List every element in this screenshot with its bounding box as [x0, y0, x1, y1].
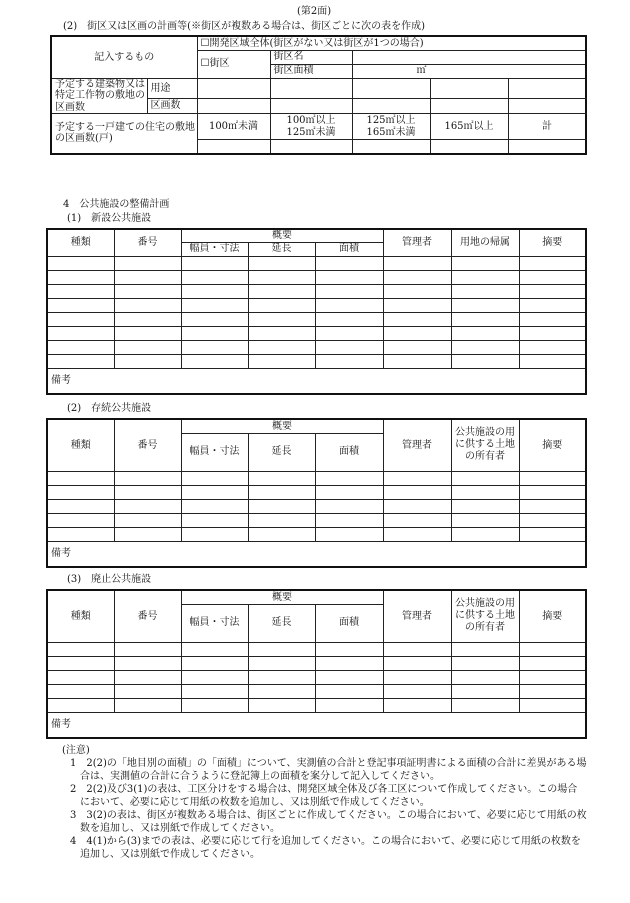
table-cell[interactable] [383, 354, 451, 368]
table-cell[interactable] [248, 256, 315, 270]
col-overview: 概要 [181, 590, 383, 604]
block-plan-table [50, 35, 587, 155]
table-cell[interactable] [114, 312, 181, 326]
table-cell[interactable] [315, 670, 383, 684]
table-cell[interactable] [451, 284, 519, 298]
table-row [47, 298, 586, 312]
col-area: 面積 [315, 604, 383, 642]
table-cell[interactable] [383, 642, 451, 656]
table-cell[interactable] [451, 684, 519, 698]
table-cell[interactable] [181, 354, 248, 368]
table-cell[interactable] [114, 499, 181, 513]
table-cell[interactable] [315, 354, 383, 368]
abolished-facilities-table [46, 589, 587, 739]
table-cell[interactable] [114, 326, 181, 340]
table-cell[interactable] [383, 284, 451, 298]
col-number: 番号 [114, 590, 181, 642]
table-cell[interactable] [181, 642, 248, 656]
record-label: 記入するもの [51, 36, 197, 78]
table-cell[interactable] [451, 471, 519, 485]
table-cell[interactable] [47, 513, 114, 527]
table-cell[interactable] [383, 527, 451, 541]
block-checkbox[interactable]: ☐街区 [197, 50, 270, 78]
table-cell[interactable] [114, 513, 181, 527]
table-cell[interactable] [315, 284, 383, 298]
col-area: 面積 [315, 242, 383, 256]
page-label: (第2面) [297, 6, 332, 17]
table-cell[interactable] [114, 298, 181, 312]
existing-facilities-table [46, 418, 587, 568]
table-cell[interactable] [181, 312, 248, 326]
col-kind: 種類 [47, 590, 114, 642]
table-cell[interactable] [315, 326, 383, 340]
col-overview: 概要 [181, 419, 383, 433]
table-cell[interactable] [114, 698, 181, 712]
section-2-title: (2) 街区又は区画の計画等(※街区が複数ある場合は、街区ごとに次の表を作成) [63, 21, 425, 32]
table-cell[interactable] [248, 298, 315, 312]
table-cell[interactable] [47, 670, 114, 684]
table-cell[interactable] [519, 656, 586, 670]
table-row [47, 270, 586, 284]
table-cell[interactable] [114, 656, 181, 670]
table-cell[interactable] [248, 312, 315, 326]
col-length: 延長 [248, 433, 315, 471]
table-cell[interactable] [383, 471, 451, 485]
table-cell[interactable] [181, 298, 248, 312]
remarks-field[interactable]: 備考 [47, 368, 586, 394]
table-cell[interactable] [519, 527, 586, 541]
existing-facilities-title: (2) 存続公共施設 [67, 403, 152, 414]
table-row [47, 499, 586, 513]
table-cell[interactable] [47, 298, 114, 312]
table-cell[interactable] [383, 270, 451, 284]
table-cell[interactable] [315, 485, 383, 499]
plot-count-label: 区画数 [147, 99, 197, 114]
block-area-unit: ㎡ [352, 64, 586, 78]
table-cell[interactable] [451, 642, 519, 656]
table-cell[interactable] [315, 527, 383, 541]
table-cell[interactable] [519, 698, 586, 712]
col-number: 番号 [114, 229, 181, 256]
table-cell[interactable] [181, 284, 248, 298]
col-kind: 種類 [47, 229, 114, 256]
notes [62, 744, 587, 861]
house-col-4: 165㎡以上 [430, 114, 508, 140]
table-cell[interactable] [315, 513, 383, 527]
abolished-facilities-title: (3) 廃止公共施設 [67, 574, 152, 585]
table-cell[interactable] [181, 513, 248, 527]
table-cell[interactable] [383, 312, 451, 326]
table-cell[interactable] [47, 499, 114, 513]
table-cell[interactable] [383, 670, 451, 684]
table-cell[interactable] [47, 656, 114, 670]
table-cell[interactable] [181, 471, 248, 485]
table-cell[interactable] [315, 642, 383, 656]
table-cell[interactable] [47, 698, 114, 712]
table-cell[interactable] [248, 485, 315, 499]
col-length: 延長 [248, 604, 315, 642]
note-item: 3 3(2)の表は、街区が複数ある場合は、街区ごとに作成してください。この場合において、必要に応じて用紙の枚数を追加し、又は別紙で作成してください。 [70, 810, 587, 834]
table-cell[interactable] [519, 471, 586, 485]
table-cell[interactable] [47, 684, 114, 698]
table-cell[interactable] [181, 698, 248, 712]
table-cell[interactable] [47, 354, 114, 368]
table-cell[interactable] [248, 270, 315, 284]
table-cell[interactable] [248, 499, 315, 513]
table-row [47, 684, 586, 698]
table-cell[interactable] [248, 698, 315, 712]
table-cell[interactable] [114, 684, 181, 698]
table-row [47, 471, 586, 485]
table-cell[interactable] [114, 471, 181, 485]
table-row [47, 656, 586, 670]
house-col-3: 125㎡以上165㎡未満 [352, 114, 430, 140]
notes-title: (注意) [62, 745, 90, 756]
table-cell[interactable] [451, 527, 519, 541]
table-cell[interactable] [181, 326, 248, 340]
block-name-input[interactable] [352, 50, 586, 64]
table-row [47, 642, 586, 656]
usage-label: 用途 [147, 78, 197, 99]
table-cell[interactable] [519, 485, 586, 499]
col-width: 幅員・寸法 [181, 242, 248, 256]
table-cell[interactable] [315, 256, 383, 270]
table-cell[interactable] [451, 670, 519, 684]
house-col-total: 計 [508, 114, 586, 140]
table-cell[interactable] [383, 513, 451, 527]
col-number: 番号 [114, 419, 181, 471]
table-cell[interactable] [383, 684, 451, 698]
block-area-label: 街区面積 [270, 64, 352, 78]
table-cell[interactable] [181, 256, 248, 270]
new-facilities-title: (1) 新設公共施設 [67, 213, 152, 224]
table-cell[interactable] [315, 298, 383, 312]
col-length: 延長 [248, 242, 315, 256]
table-cell[interactable] [519, 298, 586, 312]
table-row [47, 326, 586, 340]
table-cell[interactable] [114, 527, 181, 541]
table-cell[interactable] [451, 513, 519, 527]
table-cell[interactable] [519, 354, 586, 368]
col-width: 幅員・寸法 [181, 604, 248, 642]
table-cell[interactable] [519, 256, 586, 270]
table-cell[interactable] [451, 656, 519, 670]
table-cell[interactable] [248, 670, 315, 684]
section-4-title: 4 公共施設の整備計画 [63, 199, 170, 210]
col-kind: 種類 [47, 419, 114, 471]
table-cell[interactable] [181, 527, 248, 541]
table-cell[interactable] [519, 499, 586, 513]
note-item: 4 4(1)から(3)までの表は、必要に応じて行を追加してください。この場合において、必要に応じて用紙の枚数を追加し、又は別紙で作成してください。 [70, 836, 581, 860]
table-cell[interactable] [451, 256, 519, 270]
col-land-owner: 公共施設の用に供する土地の所有者 [451, 590, 519, 642]
table-cell[interactable] [451, 485, 519, 499]
table-cell[interactable] [315, 698, 383, 712]
table-cell[interactable] [451, 499, 519, 513]
table-cell[interactable] [181, 270, 248, 284]
col-manager: 管理者 [383, 419, 451, 471]
table-cell[interactable] [248, 284, 315, 298]
remarks-field[interactable]: 備考 [47, 712, 586, 738]
col-land-owner: 公共施設の用に供する土地の所有者 [451, 419, 519, 471]
table-cell[interactable] [114, 670, 181, 684]
table-cell[interactable] [383, 499, 451, 513]
table-cell[interactable] [114, 354, 181, 368]
table-cell[interactable] [519, 670, 586, 684]
block-name-label: 街区名 [270, 50, 352, 64]
table-cell[interactable] [315, 471, 383, 485]
table-row [47, 527, 586, 541]
table-cell[interactable] [383, 298, 451, 312]
table-cell[interactable] [181, 499, 248, 513]
table-row [47, 354, 586, 368]
table-cell[interactable] [47, 340, 114, 354]
table-cell[interactable] [248, 656, 315, 670]
table-cell[interactable] [451, 312, 519, 326]
table-row [47, 485, 586, 499]
table-cell[interactable] [181, 684, 248, 698]
table-row [47, 312, 586, 326]
table-cell[interactable] [519, 284, 586, 298]
table-cell[interactable] [248, 684, 315, 698]
table-cell[interactable] [114, 270, 181, 284]
whole-area-checkbox[interactable]: ☐開発区域全体(街区がない又は街区が1つの場合) [197, 36, 586, 50]
table-cell[interactable] [315, 499, 383, 513]
table-cell[interactable] [519, 270, 586, 284]
table-cell[interactable] [248, 642, 315, 656]
house-plot-label: 予定する一戸建ての住宅の敷地の区画数(戸) [51, 114, 197, 154]
table-cell[interactable] [315, 312, 383, 326]
table-cell[interactable] [181, 670, 248, 684]
table-cell[interactable] [383, 656, 451, 670]
table-cell[interactable] [383, 340, 451, 354]
table-cell[interactable] [248, 527, 315, 541]
col-summary: 摘要 [519, 419, 586, 471]
table-cell[interactable] [47, 471, 114, 485]
table-cell[interactable] [451, 298, 519, 312]
table-cell[interactable] [519, 684, 586, 698]
table-cell[interactable] [451, 698, 519, 712]
col-area: 面積 [315, 433, 383, 471]
table-cell[interactable] [181, 340, 248, 354]
table-cell[interactable] [519, 513, 586, 527]
note-item: 1 2(2)の「地目別の面積」の「面積」について、実測値の合計と登記事項証明書による面積の合計に差異がある場合は、実測値の合計に合うように登記簿上の面積を案分して記入してください。 [70, 758, 587, 782]
table-row [47, 340, 586, 354]
table-cell[interactable] [383, 326, 451, 340]
table-cell[interactable] [248, 326, 315, 340]
table-cell[interactable] [519, 340, 586, 354]
table-cell[interactable] [383, 256, 451, 270]
table-cell[interactable] [47, 527, 114, 541]
table-cell[interactable] [114, 340, 181, 354]
table-row [47, 284, 586, 298]
table-cell[interactable] [47, 642, 114, 656]
table-cell[interactable] [451, 340, 519, 354]
table-row [47, 256, 586, 270]
col-land-owner: 用地の帰属 [451, 229, 519, 256]
col-width: 幅員・寸法 [181, 433, 248, 471]
table-cell[interactable] [47, 312, 114, 326]
table-cell[interactable] [114, 642, 181, 656]
new-facilities-table [46, 228, 587, 395]
table-cell[interactable] [181, 656, 248, 670]
table-cell[interactable] [248, 471, 315, 485]
table-cell[interactable] [114, 485, 181, 499]
col-overview: 概要 [181, 229, 383, 242]
table-cell[interactable] [47, 256, 114, 270]
table-row [47, 670, 586, 684]
table-cell[interactable] [47, 270, 114, 284]
table-cell[interactable] [315, 340, 383, 354]
table-cell[interactable] [47, 284, 114, 298]
col-summary: 摘要 [519, 590, 586, 642]
table-cell[interactable] [315, 684, 383, 698]
table-cell[interactable] [451, 326, 519, 340]
table-cell[interactable] [248, 354, 315, 368]
col-manager: 管理者 [383, 229, 451, 256]
note-item: 2 2(2)及び3(1)の表は、工区分けをする場合は、開発区域全体及び各工区について作成してください。この場合において、必要に応じて用紙の枚数を追加し、又は別紙で作成してください。 [70, 784, 578, 808]
house-col-1: 100㎡未満 [197, 114, 270, 140]
table-cell[interactable] [451, 354, 519, 368]
col-manager: 管理者 [383, 590, 451, 642]
col-summary: 摘要 [519, 229, 586, 256]
table-cell[interactable] [519, 312, 586, 326]
table-row [47, 698, 586, 712]
planned-buildings-label: 予定する建築物又は特定工作物の敷地の区画数 [51, 78, 147, 114]
remarks-field[interactable]: 備考 [47, 541, 586, 567]
table-cell[interactable] [114, 256, 181, 270]
table-cell[interactable] [114, 284, 181, 298]
table-cell[interactable] [519, 326, 586, 340]
house-col-2: 100㎡以上125㎡未満 [270, 114, 352, 140]
table-cell[interactable] [315, 270, 383, 284]
table-cell[interactable] [315, 656, 383, 670]
table-cell[interactable] [47, 485, 114, 499]
table-cell[interactable] [519, 642, 586, 656]
table-cell[interactable] [383, 698, 451, 712]
table-cell[interactable] [181, 485, 248, 499]
table-cell[interactable] [248, 513, 315, 527]
table-cell[interactable] [47, 326, 114, 340]
table-cell[interactable] [248, 340, 315, 354]
table-cell[interactable] [451, 270, 519, 284]
table-cell[interactable] [383, 485, 451, 499]
table-row [47, 513, 586, 527]
